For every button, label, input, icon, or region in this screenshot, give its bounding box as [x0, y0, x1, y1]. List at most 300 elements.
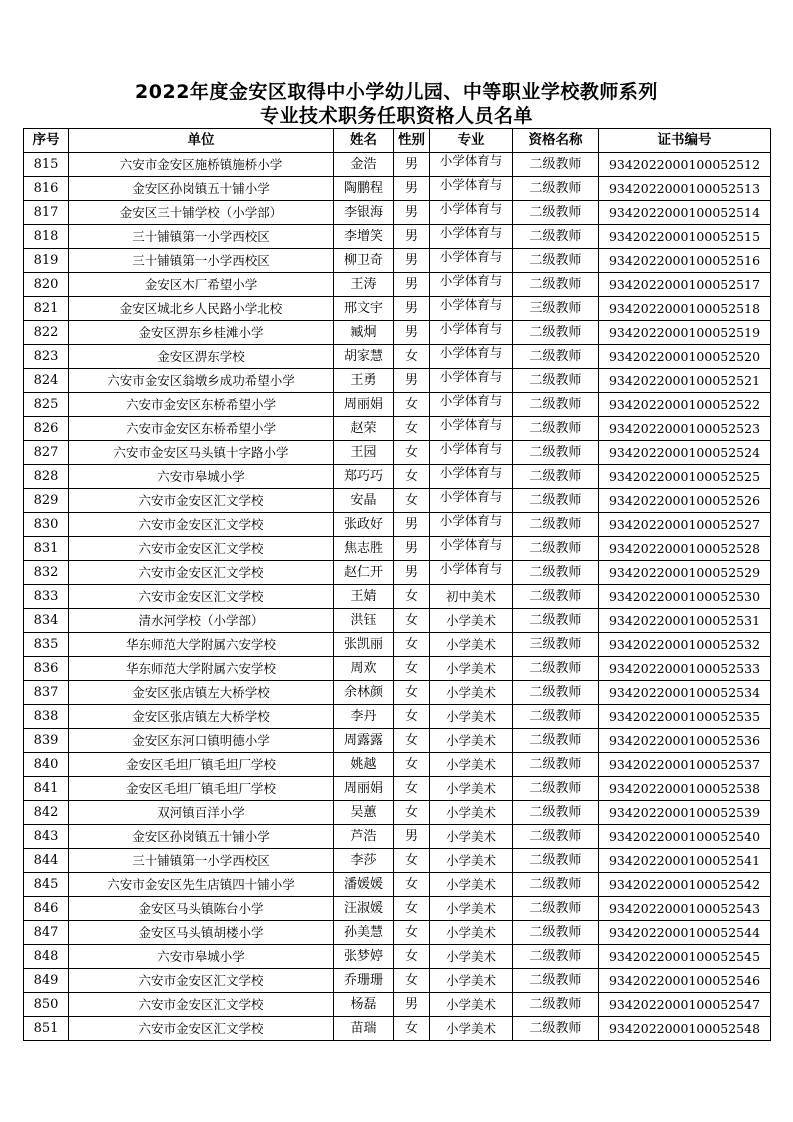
cell-gender: 女	[394, 465, 430, 489]
cell-name: 周丽娟	[334, 393, 394, 417]
header-unit: 单位	[69, 129, 334, 153]
cell-specialty: 小学体育与	[430, 393, 513, 417]
cell-qualification: 二级教师	[513, 873, 599, 897]
table-row	[24, 945, 771, 969]
cell-specialty: 小学体育与	[430, 561, 513, 585]
cell-no: 822	[24, 321, 69, 345]
cell-name: 王涛	[334, 273, 394, 297]
cell-qualification: 二级教师	[513, 417, 599, 441]
table-row	[24, 273, 771, 297]
cell-qualification: 二级教师	[513, 705, 599, 729]
cell-unit: 三十铺镇第一小学西校区	[69, 225, 334, 249]
cell-no: 828	[24, 465, 69, 489]
cell-no: 834	[24, 609, 69, 633]
cell-qualification: 二级教师	[513, 825, 599, 849]
cell-specialty: 小学美术	[430, 777, 513, 801]
cell-certificate: 9342022000100052544	[599, 921, 771, 945]
cell-name: 胡家慧	[334, 345, 394, 369]
cell-name: 苗瑞	[334, 1017, 394, 1041]
cell-name: 陶鹏程	[334, 177, 394, 201]
cell-gender: 女	[394, 777, 430, 801]
cell-unit: 金安区东河口镇明德小学	[69, 729, 334, 753]
cell-specialty: 小学美术	[430, 705, 513, 729]
table-row	[24, 777, 771, 801]
cell-name: 张政好	[334, 513, 394, 537]
cell-no: 847	[24, 921, 69, 945]
table-row	[24, 633, 771, 657]
cell-certificate: 9342022000100052519	[599, 321, 771, 345]
cell-unit: 金安区淠东学校	[69, 345, 334, 369]
cell-name: 臧炯	[334, 321, 394, 345]
cell-unit: 金安区孙岗镇五十铺小学	[69, 825, 334, 849]
cell-gender: 男	[394, 321, 430, 345]
cell-specialty: 小学体育与	[430, 345, 513, 369]
cell-name: 赵仁开	[334, 561, 394, 585]
cell-qualification: 二级教师	[513, 441, 599, 465]
cell-certificate: 9342022000100052528	[599, 537, 771, 561]
cell-no: 843	[24, 825, 69, 849]
cell-no: 849	[24, 969, 69, 993]
cell-name: 王园	[334, 441, 394, 465]
cell-no: 845	[24, 873, 69, 897]
cell-qualification: 二级教师	[513, 969, 599, 993]
cell-unit: 六安市金安区汇文学校	[69, 1017, 334, 1041]
table-row	[24, 1017, 771, 1041]
cell-gender: 女	[394, 393, 430, 417]
table-row	[24, 369, 771, 393]
document-title-line-1: 2022年度金安区取得中小学幼儿园、中等职业学校教师系列	[135, 81, 658, 103]
cell-no: 821	[24, 297, 69, 321]
table-row	[24, 297, 771, 321]
cell-specialty: 小学美术	[430, 681, 513, 705]
table-row	[24, 345, 771, 369]
cell-certificate: 9342022000100052538	[599, 777, 771, 801]
cell-specialty: 小学体育与	[430, 273, 513, 297]
table-row	[24, 921, 771, 945]
cell-name: 李增笑	[334, 225, 394, 249]
cell-gender: 女	[394, 801, 430, 825]
cell-specialty: 小学体育与	[430, 321, 513, 345]
cell-gender: 男	[394, 201, 430, 225]
cell-qualification: 二级教师	[513, 681, 599, 705]
cell-specialty: 小学体育与	[430, 225, 513, 249]
cell-qualification: 二级教师	[513, 345, 599, 369]
table-row	[24, 657, 771, 681]
table-row	[24, 585, 771, 609]
table-row	[24, 321, 771, 345]
cell-gender: 男	[394, 225, 430, 249]
cell-certificate: 9342022000100052522	[599, 393, 771, 417]
cell-name: 杨磊	[334, 993, 394, 1017]
cell-qualification: 二级教师	[513, 897, 599, 921]
cell-no: 830	[24, 513, 69, 537]
cell-gender: 男	[394, 153, 430, 177]
cell-no: 833	[24, 585, 69, 609]
cell-qualification: 三级教师	[513, 297, 599, 321]
cell-name: 李银海	[334, 201, 394, 225]
cell-specialty: 小学美术	[430, 921, 513, 945]
cell-qualification: 二级教师	[513, 777, 599, 801]
cell-certificate: 9342022000100052524	[599, 441, 771, 465]
cell-specialty: 小学美术	[430, 849, 513, 873]
table-row	[24, 681, 771, 705]
cell-name: 赵荣	[334, 417, 394, 441]
cell-name: 周丽娟	[334, 777, 394, 801]
cell-no: 832	[24, 561, 69, 585]
cell-name: 金浩	[334, 153, 394, 177]
cell-qualification: 二级教师	[513, 585, 599, 609]
cell-specialty: 小学美术	[430, 729, 513, 753]
cell-name: 焦志胜	[334, 537, 394, 561]
cell-unit: 双河镇百洋小学	[69, 801, 334, 825]
table-row	[24, 417, 771, 441]
cell-no: 824	[24, 369, 69, 393]
cell-specialty: 小学美术	[430, 897, 513, 921]
cell-no: 823	[24, 345, 69, 369]
table-row	[24, 249, 771, 273]
cell-unit: 六安市金安区先生店镇四十铺小学	[69, 873, 334, 897]
cell-specialty: 小学体育与	[430, 513, 513, 537]
cell-name: 李丹	[334, 705, 394, 729]
table-row	[24, 537, 771, 561]
cell-name: 周露露	[334, 729, 394, 753]
cell-specialty: 小学体育与	[430, 465, 513, 489]
cell-unit: 华东师范大学附属六安学校	[69, 657, 334, 681]
table-row	[24, 849, 771, 873]
cell-certificate: 9342022000100052517	[599, 273, 771, 297]
cell-unit: 金安区城北乡人民路小学北校	[69, 297, 334, 321]
table-row	[24, 609, 771, 633]
table-row	[24, 225, 771, 249]
cell-qualification: 二级教师	[513, 321, 599, 345]
cell-name: 王婧	[334, 585, 394, 609]
cell-certificate: 9342022000100052541	[599, 849, 771, 873]
cell-unit: 六安市皋城小学	[69, 945, 334, 969]
cell-unit: 金安区张店镇左大桥学校	[69, 681, 334, 705]
cell-no: 816	[24, 177, 69, 201]
cell-no: 831	[24, 537, 69, 561]
cell-certificate: 9342022000100052540	[599, 825, 771, 849]
table-row	[24, 177, 771, 201]
cell-qualification: 二级教师	[513, 465, 599, 489]
cell-qualification: 二级教师	[513, 177, 599, 201]
cell-unit: 金安区张店镇左大桥学校	[69, 705, 334, 729]
cell-certificate: 9342022000100052532	[599, 633, 771, 657]
cell-name: 郑巧巧	[334, 465, 394, 489]
cell-gender: 女	[394, 441, 430, 465]
cell-certificate: 9342022000100052548	[599, 1017, 771, 1041]
cell-gender: 女	[394, 873, 430, 897]
cell-no: 815	[24, 153, 69, 177]
cell-name: 张梦婷	[334, 945, 394, 969]
cell-qualification: 二级教师	[513, 729, 599, 753]
cell-certificate: 9342022000100052539	[599, 801, 771, 825]
cell-specialty: 小学体育与	[430, 249, 513, 273]
cell-unit: 金安区木厂希望小学	[69, 273, 334, 297]
cell-qualification: 二级教师	[513, 1017, 599, 1041]
cell-no: 837	[24, 681, 69, 705]
cell-gender: 女	[394, 753, 430, 777]
cell-name: 周欢	[334, 657, 394, 681]
cell-certificate: 9342022000100052520	[599, 345, 771, 369]
cell-unit: 金安区三十铺学校（小学部）	[69, 201, 334, 225]
cell-qualification: 二级教师	[513, 369, 599, 393]
cell-qualification: 二级教师	[513, 993, 599, 1017]
cell-name: 孙美慧	[334, 921, 394, 945]
cell-certificate: 9342022000100052527	[599, 513, 771, 537]
cell-specialty: 小学体育与	[430, 537, 513, 561]
cell-gender: 男	[394, 273, 430, 297]
cell-unit: 六安市金安区东桥希望小学	[69, 417, 334, 441]
cell-gender: 女	[394, 681, 430, 705]
cell-qualification: 二级教师	[513, 513, 599, 537]
cell-certificate: 9342022000100052525	[599, 465, 771, 489]
cell-gender: 男	[394, 825, 430, 849]
table-row	[24, 753, 771, 777]
cell-qualification: 二级教师	[513, 609, 599, 633]
cell-gender: 男	[394, 177, 430, 201]
cell-name: 吴蕙	[334, 801, 394, 825]
cell-gender: 男	[394, 297, 430, 321]
table-row	[24, 705, 771, 729]
cell-unit: 六安市金安区汇文学校	[69, 993, 334, 1017]
table-row	[24, 465, 771, 489]
cell-specialty: 小学体育与	[430, 489, 513, 513]
cell-certificate: 9342022000100052518	[599, 297, 771, 321]
cell-certificate: 9342022000100052526	[599, 489, 771, 513]
table-row	[24, 153, 771, 177]
cell-unit: 六安市金安区汇文学校	[69, 969, 334, 993]
cell-qualification: 二级教师	[513, 273, 599, 297]
cell-qualification: 二级教师	[513, 489, 599, 513]
cell-no: 835	[24, 633, 69, 657]
cell-unit: 三十铺镇第一小学西校区	[69, 249, 334, 273]
cell-name: 安晶	[334, 489, 394, 513]
cell-no: 825	[24, 393, 69, 417]
cell-gender: 女	[394, 417, 430, 441]
cell-no: 842	[24, 801, 69, 825]
cell-gender: 女	[394, 729, 430, 753]
cell-qualification: 二级教师	[513, 153, 599, 177]
cell-no: 838	[24, 705, 69, 729]
cell-no: 850	[24, 993, 69, 1017]
cell-qualification: 二级教师	[513, 561, 599, 585]
cell-no: 841	[24, 777, 69, 801]
table-row	[24, 489, 771, 513]
cell-no: 848	[24, 945, 69, 969]
table-row	[24, 969, 771, 993]
cell-gender: 女	[394, 489, 430, 513]
cell-specialty: 小学美术	[430, 609, 513, 633]
cell-unit: 金安区马头镇胡楼小学	[69, 921, 334, 945]
cell-gender: 女	[394, 897, 430, 921]
table-row	[24, 513, 771, 537]
cell-certificate: 9342022000100052529	[599, 561, 771, 585]
cell-certificate: 9342022000100052535	[599, 705, 771, 729]
cell-specialty: 小学美术	[430, 873, 513, 897]
cell-no: 819	[24, 249, 69, 273]
cell-no: 844	[24, 849, 69, 873]
cell-certificate: 9342022000100052513	[599, 177, 771, 201]
cell-specialty: 小学美术	[430, 633, 513, 657]
cell-name: 邢文宇	[334, 297, 394, 321]
cell-specialty: 小学美术	[430, 1017, 513, 1041]
header-certificate: 证书编号	[599, 129, 771, 153]
cell-gender: 男	[394, 537, 430, 561]
cell-gender: 女	[394, 705, 430, 729]
cell-certificate: 9342022000100052545	[599, 945, 771, 969]
cell-gender: 男	[394, 513, 430, 537]
cell-unit: 六安市金安区汇文学校	[69, 585, 334, 609]
cell-name: 余林颜	[334, 681, 394, 705]
cell-qualification: 二级教师	[513, 393, 599, 417]
cell-unit: 六安市金安区翁墩乡成功希望小学	[69, 369, 334, 393]
cell-certificate: 9342022000100052516	[599, 249, 771, 273]
cell-certificate: 9342022000100052530	[599, 585, 771, 609]
cell-unit: 六安市金安区汇文学校	[69, 489, 334, 513]
cell-name: 潘媛媛	[334, 873, 394, 897]
cell-specialty: 小学体育与	[430, 441, 513, 465]
table-row	[24, 729, 771, 753]
cell-unit: 六安市金安区汇文学校	[69, 513, 334, 537]
cell-unit: 六安市金安区东桥希望小学	[69, 393, 334, 417]
cell-unit: 六安市金安区汇文学校	[69, 537, 334, 561]
cell-qualification: 二级教师	[513, 201, 599, 225]
cell-certificate: 9342022000100052533	[599, 657, 771, 681]
table-row	[24, 873, 771, 897]
cell-no: 846	[24, 897, 69, 921]
cell-gender: 女	[394, 585, 430, 609]
cell-no: 818	[24, 225, 69, 249]
cell-gender: 女	[394, 921, 430, 945]
cell-specialty: 小学美术	[430, 969, 513, 993]
table-row	[24, 561, 771, 585]
cell-gender: 男	[394, 249, 430, 273]
cell-no: 817	[24, 201, 69, 225]
cell-unit: 金安区孙岗镇五十铺小学	[69, 177, 334, 201]
cell-name: 李莎	[334, 849, 394, 873]
cell-name: 芦浩	[334, 825, 394, 849]
cell-qualification: 二级教师	[513, 657, 599, 681]
cell-certificate: 9342022000100052531	[599, 609, 771, 633]
cell-name: 乔珊珊	[334, 969, 394, 993]
cell-no: 851	[24, 1017, 69, 1041]
cell-certificate: 9342022000100052543	[599, 897, 771, 921]
cell-specialty: 小学美术	[430, 657, 513, 681]
cell-gender: 女	[394, 849, 430, 873]
cell-qualification: 二级教师	[513, 249, 599, 273]
cell-certificate: 9342022000100052521	[599, 369, 771, 393]
cell-gender: 女	[394, 969, 430, 993]
cell-no: 820	[24, 273, 69, 297]
cell-name: 张凯丽	[334, 633, 394, 657]
cell-qualification: 二级教师	[513, 801, 599, 825]
cell-no: 826	[24, 417, 69, 441]
header-name: 姓名	[334, 129, 394, 153]
cell-certificate: 9342022000100052534	[599, 681, 771, 705]
cell-gender: 男	[394, 561, 430, 585]
cell-no: 839	[24, 729, 69, 753]
table-row	[24, 801, 771, 825]
table-row	[24, 441, 771, 465]
cell-gender: 女	[394, 657, 430, 681]
cell-qualification: 二级教师	[513, 753, 599, 777]
cell-unit: 六安市皋城小学	[69, 465, 334, 489]
cell-specialty: 小学体育与	[430, 177, 513, 201]
cell-unit: 华东师范大学附属六安学校	[69, 633, 334, 657]
cell-certificate: 9342022000100052536	[599, 729, 771, 753]
cell-name: 洪钰	[334, 609, 394, 633]
cell-no: 836	[24, 657, 69, 681]
cell-certificate: 9342022000100052546	[599, 969, 771, 993]
document-title-line-2: 专业技术职务任职资格人员名单	[259, 105, 533, 127]
table-row	[24, 393, 771, 417]
cell-specialty: 小学美术	[430, 825, 513, 849]
cell-qualification: 三级教师	[513, 633, 599, 657]
header-specialty: 专业	[430, 129, 513, 153]
cell-gender: 女	[394, 345, 430, 369]
cell-name: 王勇	[334, 369, 394, 393]
cell-no: 829	[24, 489, 69, 513]
cell-certificate: 9342022000100052547	[599, 993, 771, 1017]
table-row	[24, 897, 771, 921]
cell-qualification: 二级教师	[513, 945, 599, 969]
cell-specialty: 小学体育与	[430, 297, 513, 321]
cell-gender: 女	[394, 609, 430, 633]
header-qualification: 资格名称	[513, 129, 599, 153]
cell-certificate: 9342022000100052512	[599, 153, 771, 177]
cell-gender: 男	[394, 993, 430, 1017]
cell-specialty: 初中美术	[430, 585, 513, 609]
cell-specialty: 小学体育与	[430, 417, 513, 441]
cell-unit: 金安区淠东乡桂滩小学	[69, 321, 334, 345]
cell-qualification: 二级教师	[513, 921, 599, 945]
cell-name: 姚越	[334, 753, 394, 777]
cell-certificate: 9342022000100052537	[599, 753, 771, 777]
cell-qualification: 二级教师	[513, 537, 599, 561]
cell-unit: 六安市金安区施桥镇施桥小学	[69, 153, 334, 177]
cell-unit: 六安市金安区汇文学校	[69, 561, 334, 585]
cell-specialty: 小学美术	[430, 945, 513, 969]
cell-no: 827	[24, 441, 69, 465]
cell-certificate: 9342022000100052514	[599, 201, 771, 225]
cell-unit: 金安区马头镇陈台小学	[69, 897, 334, 921]
cell-certificate: 9342022000100052542	[599, 873, 771, 897]
cell-specialty: 小学体育与	[430, 369, 513, 393]
cell-specialty: 小学美术	[430, 753, 513, 777]
cell-no: 840	[24, 753, 69, 777]
cell-certificate: 9342022000100052523	[599, 417, 771, 441]
table-row	[24, 201, 771, 225]
header-no: 序号	[24, 129, 69, 153]
cell-unit: 金安区毛坦厂镇毛坦厂学校	[69, 777, 334, 801]
cell-specialty: 小学体育与	[430, 153, 513, 177]
table-header-row	[24, 129, 771, 153]
roster-table	[23, 128, 771, 1041]
cell-name: 柳卫奇	[334, 249, 394, 273]
cell-unit: 六安市金安区马头镇十字路小学	[69, 441, 334, 465]
cell-specialty: 小学美术	[430, 801, 513, 825]
table-row	[24, 825, 771, 849]
cell-qualification: 二级教师	[513, 225, 599, 249]
cell-gender: 女	[394, 945, 430, 969]
cell-unit: 清水河学校（小学部）	[69, 609, 334, 633]
cell-unit: 三十铺镇第一小学西校区	[69, 849, 334, 873]
cell-specialty: 小学体育与	[430, 201, 513, 225]
cell-certificate: 9342022000100052515	[599, 225, 771, 249]
cell-unit: 金安区毛坦厂镇毛坦厂学校	[69, 753, 334, 777]
cell-qualification: 二级教师	[513, 849, 599, 873]
